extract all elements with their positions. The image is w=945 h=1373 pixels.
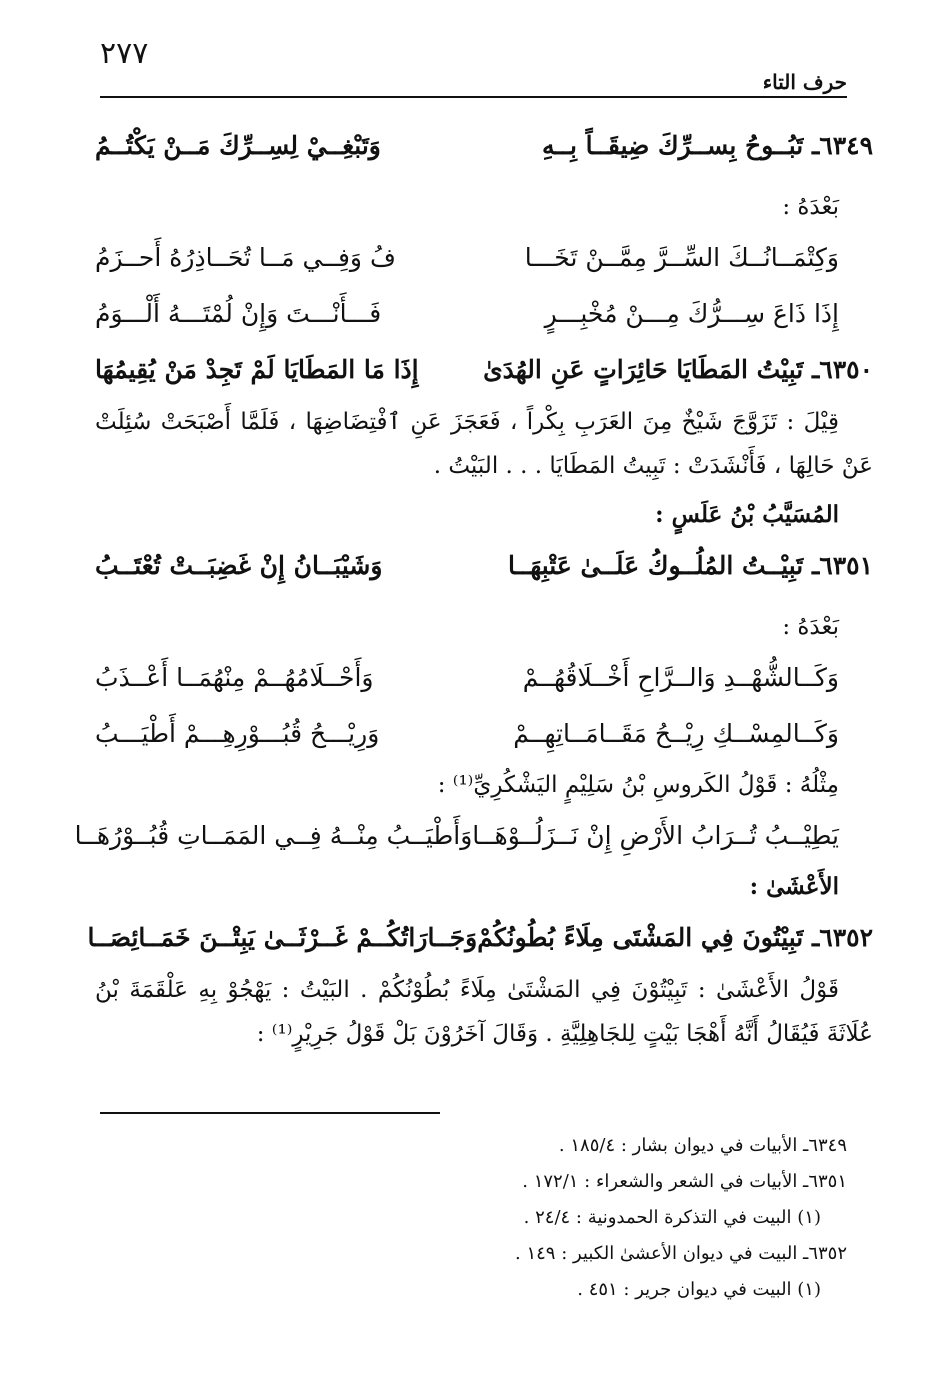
page-body bbox=[74, 118, 873, 1060]
footnote: (١) البيت في التذكرة الحمدونية : ٢٤/٤ . bbox=[523, 1207, 821, 1228]
hemistich-first: إِذَا ذَاعَ سِـــرُّكَ مِـــنْ مُخْبِـــرٍ bbox=[544, 299, 839, 328]
verse-6351-d bbox=[74, 808, 873, 864]
poet-label: الأَعْشَىٰ : bbox=[749, 873, 839, 900]
footnote: ٦٣٤٩ـ الأبيات في ديوان بشار : ١٨٥/٤ . bbox=[558, 1135, 847, 1156]
verse-6351-c bbox=[95, 706, 873, 762]
hemistich-first: وَكِتْمَــانُــكَ السِّــرَّ مِمَّــنْ تَخَـــا bbox=[524, 243, 839, 272]
verse-6352-main bbox=[87, 910, 873, 966]
hemistich-first: وَكَــالشُّهْــدِ وَالــرَّاحِ أَخْــلَاقُهُــمْ bbox=[522, 663, 839, 692]
page-number: ٢٧٧ bbox=[100, 36, 149, 71]
footnote: ٦٣٥١ـ الأبيات في الشعر والشعراء : ١٧٢/١ . bbox=[522, 1171, 847, 1192]
hemistich-second: وَتَبْغِــيْ لِسِــرِّكَ مَــنْ يَكْتُــمُ bbox=[95, 131, 381, 160]
running-head: حرف التاء bbox=[762, 70, 847, 94]
after-label: بَعْدَهُ : bbox=[782, 614, 839, 640]
hemistich-first: ٦٣٤٩ـ تَبُــوحُ بِســرِّكَ ضِيقَــاً بِــهِ bbox=[541, 131, 873, 160]
hemistich-second: وَأَطْيَــبُ مِنْــهُ فِــي المَمَــاتِ قُبُــوْرُهَــا bbox=[74, 821, 473, 850]
verse-6349-c bbox=[95, 286, 873, 342]
footnote: (١) البيت في ديوان جرير : ٤٥١ . bbox=[577, 1279, 821, 1300]
verse-6351-main bbox=[95, 538, 873, 594]
header-rule bbox=[100, 96, 847, 98]
hemistich-second: فَـــأَنْـــتَ وَإِنْ لُمْتَـــهُ أَلْـــوَمُ bbox=[95, 299, 382, 328]
footnote-rule bbox=[100, 1112, 440, 1114]
verse-6349-b bbox=[95, 230, 873, 286]
hemistich-second: وَرِيْـــحُ قُبُـــوْرِهِـــمْ أَطْيَـــبُ bbox=[95, 719, 380, 748]
footnote: ٦٣٥٢ـ البيت في ديوان الأعشىٰ الكبير : ١٤٩ . bbox=[515, 1243, 847, 1264]
hemistich-second: فُ وَفِــي مَــا تُحَــاذِرُهُ أَحــزَمُ bbox=[95, 243, 396, 272]
footnotes bbox=[100, 1128, 847, 1308]
commentary-6352: قَوْلُ الأَعْشَىٰ : تَبِيْتُوْنَ فِي المَشْتَىٰ مِلَاءً بُطُوْنُكُمْ . البَيْتُ : يَهْجُوْ بِهِ عَلْقَمَةَ بْنُ عُلَاثَةَ فَيُقَالُ أَنَّهُ أَهْجَا بَيْتٍ لِلجَاهِلِيَّةِ . وَقَالَ آخَرُوْنَ بَلْ قَوْلُ جَرِيْرٍ⁽¹⁾ : bbox=[95, 977, 873, 1047]
hemistich-first: ٦٣٥١ـ تَبِيْــتُ المُلُــوكُ عَلَــىٰ عَتْبِهَــا bbox=[507, 551, 873, 580]
hemistich-first: ٦٣٥٢ـ تَبِيْتُونَ فِي المَشْتَى مِلَاءً بُطُونُكُمْ bbox=[477, 923, 873, 952]
hemistich-second: إِذَا مَا المَطَايَا لَمْ تَجِدْ مَنْ يُقِيمُهَا bbox=[95, 355, 419, 384]
hemistich-second: وَأَحْــلَامُهُــمْ مِنْهُمَــا أَعْــذَبُ bbox=[95, 663, 374, 692]
hemistich-second: وَجَــارَاتُكُــمْ غَــرْثَــىٰ يَبِتْــنَ خَمَــائِصَــا bbox=[87, 923, 478, 952]
hemistich-first: ٦٣٥٠ـ تَبِيْتُ المَطَايَا حَائِرَاتٍ عَنِ الهُدَىٰ bbox=[483, 355, 873, 384]
example-label: مِثْلُهُ : قَوْلُ الكَروسِ بْنُ سَلِيْمٍ اليَشْكُرِيِّ⁽¹⁾ : bbox=[437, 772, 839, 798]
commentary-6350: قِيْلَ : تَزَوَّجَ شَيْخٌ مِنَ العَرَبِ بِكْراً ، فَعَجَزَ عَنِ ٱفْتِضَاضِهَا ، فَلَمَّا أَصْبَحَتْ سُئِلَتْ عَنْ حَالِهَا ، فَأَنْشَدَتْ : تَبِيتُ المَطَايَا . . . البَيْتُ . bbox=[95, 409, 873, 479]
after-label: بَعْدَهُ : bbox=[782, 194, 839, 220]
poet-label: المُسَيَّبُ بْنُ عَلَسٍ : bbox=[655, 501, 839, 528]
verse-6351-b bbox=[95, 650, 873, 706]
hemistich-first: وَكَــالمِسْــكِ رِيْــحُ مَقَــامَــاتِهِــمْ bbox=[513, 719, 839, 748]
verse-6350-main bbox=[95, 342, 873, 398]
hemistich-first: يَطِيْــبُ تُــرَابُ الأَرْضِ إِنْ نَــزَلُــوْهَــا bbox=[472, 821, 839, 850]
verse-6349-main bbox=[95, 118, 873, 174]
hemistich-second: وَشَيْبَــانُ إِنْ غَضِبَــتْ تُعْتَــبُ bbox=[95, 551, 383, 580]
